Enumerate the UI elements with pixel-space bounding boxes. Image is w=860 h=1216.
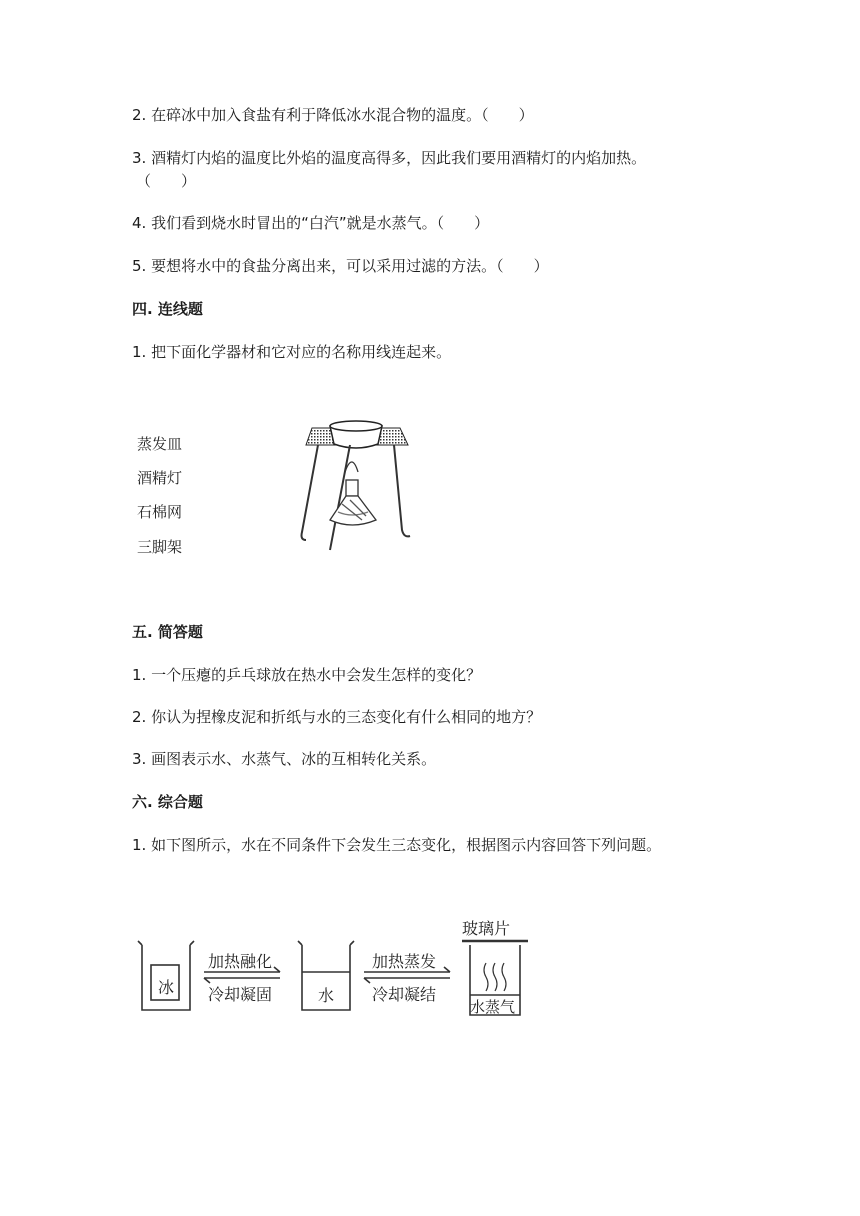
question-5-1: 1. 一个压瘪的乒乓球放在热水中会发生怎样的变化？ — [132, 666, 482, 684]
question-5-2: 2. 你认为捏橡皮泥和折纸与水的三态变化有什么相同的地方？ — [132, 708, 542, 726]
question-3-5: 5. 要想将水中的食盐分离出来，可以采用过滤的方法。（ ） — [132, 257, 549, 275]
glass-plate-label: 玻璃片 — [462, 919, 511, 938]
melt-label: 加热融化 — [208, 952, 273, 971]
vapor-label: 水蒸气 — [470, 998, 516, 1016]
section-5-heading: 五. 简答题 — [132, 623, 203, 641]
section-6-heading: 六. 综合题 — [132, 793, 203, 811]
water-states-diagram — [132, 915, 542, 1025]
question-3-3: 3. 酒精灯内焰的温度比外焰的温度高得多，因此我们要用酒精灯的内焰加热。 — [132, 149, 647, 167]
label-evaporating-dish: 蒸发皿 — [137, 435, 183, 453]
freeze-label: 冷却凝固 — [208, 985, 273, 1004]
arrow-freeze — [204, 978, 280, 983]
ice-label: 冰 — [158, 978, 175, 997]
question-5-3: 3. 画图表示水、水蒸气、冰的互相转化关系。 — [132, 750, 437, 768]
question-3-2: 2. 在碎冰中加入食盐有利于降低冰水混合物的温度。（ ） — [132, 106, 534, 124]
question-4-1: 1. 把下面化学器材和它对应的名称用线连起来。 — [132, 343, 452, 361]
alcohol-lamp — [330, 462, 376, 525]
question-6-1: 1. 如下图所示，水在不同条件下会发生三态变化，根据图示内容回答下列问题。 — [132, 836, 662, 854]
condense-label: 冷却凝结 — [372, 985, 437, 1004]
question-3-4: 4. 我们看到烧水时冒出的“白汽”就是水蒸气。（ ） — [132, 214, 490, 232]
question-3-3-blank: （ ） — [136, 172, 197, 190]
steam-icon — [484, 963, 506, 991]
label-tripod: 三脚架 — [137, 538, 183, 556]
section-4-heading: 四. 连线题 — [132, 300, 203, 318]
label-asbestos-gauze: 石棉网 — [137, 503, 183, 521]
evaporate-label: 加热蒸发 — [372, 952, 437, 971]
lab-apparatus-illustration — [290, 412, 420, 562]
arrow-condense — [364, 978, 450, 983]
label-alcohol-lamp: 酒精灯 — [137, 469, 183, 487]
water-label: 水 — [318, 986, 335, 1005]
